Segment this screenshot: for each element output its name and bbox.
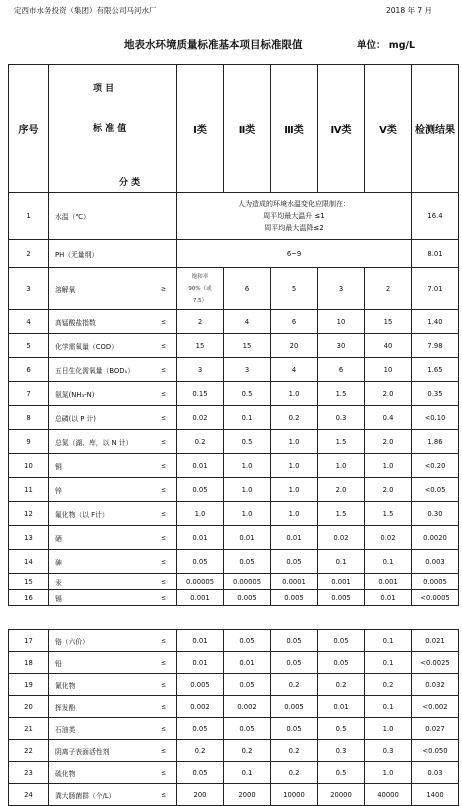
table-row — [9, 526, 459, 550]
class-3-limit: 0.005 — [271, 696, 318, 718]
class-2-limit: 0.01 — [224, 652, 271, 674]
parameter-name — [49, 762, 177, 784]
parameter-name — [49, 590, 177, 606]
class-4-limit: 0.05 — [318, 652, 365, 674]
class-5-limit: 0.1 — [365, 652, 412, 674]
test-result: 1.65 — [412, 358, 459, 382]
class-4-limit: 1.5 — [318, 430, 365, 454]
class-1-limit: 0.002 — [177, 696, 224, 718]
limit-note-line: 人为造成的环境水温变化应限制在： — [238, 200, 350, 208]
test-result: 0.03 — [412, 762, 459, 784]
row-number: 23 — [9, 762, 49, 784]
class-2-limit: 0.1 — [224, 406, 271, 430]
class-2-limit: 1.0 — [224, 454, 271, 478]
row-number: 8 — [9, 406, 49, 430]
parameter-name — [49, 478, 177, 502]
class-5-limit: 0.2 — [365, 674, 412, 696]
test-result: <0.0025 — [412, 652, 459, 674]
class-3-limit: 1.0 — [271, 430, 318, 454]
row-number: 1 — [9, 193, 49, 240]
standards-table-part2 — [8, 629, 459, 806]
parameter-label: 铅 — [55, 659, 62, 668]
class-4-limit: 0.3 — [318, 406, 365, 430]
class-1-limit: 0.00005 — [177, 574, 224, 590]
test-result: 16.4 — [412, 193, 459, 240]
parameter-label: 汞 — [55, 578, 62, 587]
comparison-symbol: ≤ — [160, 637, 166, 644]
class-3-limit: 0.2 — [271, 762, 318, 784]
class-5-limit: 2.0 — [365, 478, 412, 502]
comparison-symbol: ≤ — [160, 558, 166, 565]
class-3-limit: 0.005 — [271, 590, 318, 606]
parameter-label: 水温（℃） — [55, 213, 90, 221]
class-5-limit: 0.1 — [365, 550, 412, 574]
row-number: 14 — [9, 550, 49, 574]
table-row — [9, 784, 459, 806]
class-1-limit: 0.01 — [177, 526, 224, 550]
class-1-limit: 3 — [177, 358, 224, 382]
header-class-4: Ⅳ类 — [318, 65, 365, 193]
header-item-label: 项 目 — [93, 84, 115, 94]
class-3-limit: 5 — [271, 268, 318, 310]
row-number: 3 — [9, 268, 49, 310]
test-result: 1.40 — [412, 310, 459, 334]
test-result: 8.01 — [412, 240, 459, 268]
class-1-limit: 0.005 — [177, 674, 224, 696]
parameter-label: 化学需氧量（COD） — [55, 342, 118, 351]
test-result: 0.35 — [412, 382, 459, 406]
parameter-label: 石油类 — [55, 725, 76, 734]
row-number: 20 — [9, 696, 49, 718]
limit-note-line: 周平均最大温升 ≤1 — [263, 212, 325, 220]
limit-line: 7.5） — [192, 297, 208, 304]
test-result: 0.0005 — [412, 574, 459, 590]
class-1-limit: 0.05 — [177, 762, 224, 784]
class-5-limit: 1.0 — [365, 762, 412, 784]
row-number: 21 — [9, 718, 49, 740]
comparison-symbol: ≤ — [160, 414, 166, 421]
class-3-limit: 0.01 — [271, 526, 318, 550]
class-3-limit: 0.2 — [271, 740, 318, 762]
class-4-limit: 1.5 — [318, 502, 365, 526]
table-row — [9, 502, 459, 526]
parameter-name — [49, 358, 177, 382]
limit-line: 90%（或 — [188, 285, 212, 292]
class-3-limit: 0.05 — [271, 652, 318, 674]
class-2-limit: 15 — [224, 334, 271, 358]
table-row — [9, 630, 459, 652]
limit-line: 饱和率 — [191, 273, 209, 280]
class-3-limit: 0.05 — [271, 550, 318, 574]
class-3-limit: 1.0 — [271, 454, 318, 478]
class-2-limit: 0.05 — [224, 550, 271, 574]
class-5-limit: 0.01 — [365, 590, 412, 606]
comparison-symbol: ≤ — [160, 534, 166, 541]
row-number: 12 — [9, 502, 49, 526]
row-number: 22 — [9, 740, 49, 762]
report-date: 2018 年 7 月 — [386, 6, 433, 15]
test-result: 0.032 — [412, 674, 459, 696]
class-5-limit: 2.0 — [365, 382, 412, 406]
parameter-name — [49, 310, 177, 334]
test-result: 0.30 — [412, 502, 459, 526]
class-2-limit: 2000 — [224, 784, 271, 806]
parameter-label: 硫化物 — [55, 769, 76, 778]
class-3-limit: 10000 — [271, 784, 318, 806]
class-1-limit: 200 — [177, 784, 224, 806]
parameter-name — [49, 334, 177, 358]
class-2-limit: 0.1 — [224, 762, 271, 784]
parameter-label: PH（无量纲） — [55, 250, 99, 259]
class-1-limit: 0.2 — [177, 430, 224, 454]
parameter-name — [49, 718, 177, 740]
table-row — [9, 334, 459, 358]
parameter-name — [49, 268, 177, 310]
comparison-symbol: ≤ — [160, 318, 166, 325]
comparison-symbol: ≤ — [160, 659, 166, 666]
table-row — [9, 762, 459, 784]
class-2-limit: 0.05 — [224, 718, 271, 740]
row-number: 13 — [9, 526, 49, 550]
class-3-limit: 0.2 — [271, 674, 318, 696]
class-5-limit: 2 — [365, 268, 412, 310]
header-class-3: Ⅲ类 — [271, 65, 318, 193]
row-number: 2 — [9, 240, 49, 268]
row-number: 9 — [9, 430, 49, 454]
comparison-symbol: ≥ — [160, 285, 166, 292]
class-4-limit: 1.0 — [318, 454, 365, 478]
class-2-limit: 6 — [224, 268, 271, 310]
table-row — [9, 590, 459, 606]
class-2-limit: 0.002 — [224, 696, 271, 718]
class-1-limit: 0.01 — [177, 630, 224, 652]
class-2-limit: 0.5 — [224, 430, 271, 454]
class-2-limit: 1.0 — [224, 502, 271, 526]
table-row — [9, 478, 459, 502]
row-number: 5 — [9, 334, 49, 358]
class-5-limit: 40000 — [365, 784, 412, 806]
class-2-limit: 0.01 — [224, 526, 271, 550]
test-result: 7.98 — [412, 334, 459, 358]
class-4-limit: 0.2 — [318, 674, 365, 696]
class-3-limit: 1.0 — [271, 478, 318, 502]
parameter-label: 铜 — [55, 462, 62, 471]
comparison-symbol: ≤ — [160, 438, 166, 445]
limit-note-line: 周平均最大温降≤2 — [264, 224, 324, 232]
table-row — [9, 718, 459, 740]
class-4-limit: 0.5 — [318, 762, 365, 784]
parameter-name — [49, 550, 177, 574]
parameter-name — [49, 430, 177, 454]
comparison-symbol: ≤ — [160, 725, 166, 732]
comparison-symbol: ≤ — [160, 747, 166, 754]
class-5-limit: 2.0 — [365, 430, 412, 454]
class-5-limit: 0.4 — [365, 406, 412, 430]
class-4-limit: 0.001 — [318, 574, 365, 590]
parameter-label: 阴离子表面活性剂 — [55, 747, 110, 756]
parameter-label: 镉 — [55, 594, 62, 603]
org-name: 定西市水务投资（集团）有限公司马河水厂 — [14, 6, 157, 15]
comparison-symbol: ≤ — [160, 342, 166, 349]
test-result: 1400 — [412, 784, 459, 806]
test-result: <0.050 — [412, 740, 459, 762]
comparison-symbol: ≤ — [160, 486, 166, 493]
test-result: 7.01 — [412, 268, 459, 310]
limit-note-cell — [177, 193, 412, 240]
row-number: 15 — [9, 574, 49, 590]
class-4-limit: 0.01 — [318, 696, 365, 718]
parameter-name — [49, 784, 177, 806]
test-result: <0.002 — [412, 696, 459, 718]
table-row — [9, 454, 459, 478]
class-4-limit: 20000 — [318, 784, 365, 806]
class-4-limit: 0.05 — [318, 630, 365, 652]
test-result: 0.003 — [412, 550, 459, 574]
header-category-label: 分 类 — [119, 178, 141, 188]
parameter-label: 锌 — [55, 486, 62, 495]
limit-range-cell: 6~9 — [177, 240, 412, 268]
parameter-name — [49, 630, 177, 652]
comparison-symbol: ≤ — [160, 703, 166, 710]
parameter-name — [49, 193, 177, 240]
row-number: 16 — [9, 590, 49, 606]
class-3-limit: 1.0 — [271, 382, 318, 406]
class-5-limit: 0.02 — [365, 526, 412, 550]
test-result: <0.0005 — [412, 590, 459, 606]
class-1-limit: 0.2 — [177, 740, 224, 762]
class-4-limit: 0.1 — [318, 550, 365, 574]
class-1-limit: 0.001 — [177, 590, 224, 606]
row-number: 24 — [9, 784, 49, 806]
standards-table-part1 — [8, 64, 459, 606]
table-header-row — [9, 65, 459, 193]
comparison-symbol: ≤ — [160, 594, 166, 601]
parameter-name — [49, 674, 177, 696]
table-row — [9, 652, 459, 674]
class-1-limit: 0.02 — [177, 406, 224, 430]
parameter-name — [49, 406, 177, 430]
class-4-limit: 2.0 — [318, 478, 365, 502]
class-5-limit: 0.001 — [365, 574, 412, 590]
class-1-limit — [177, 268, 224, 310]
class-2-limit: 0.05 — [224, 630, 271, 652]
table-row — [9, 550, 459, 574]
test-result: 0.021 — [412, 630, 459, 652]
parameter-label: 氟化物（以 F计） — [55, 510, 109, 519]
class-3-limit: 0.05 — [271, 718, 318, 740]
header-class-2: Ⅱ类 — [224, 65, 271, 193]
class-3-limit: 1.0 — [271, 502, 318, 526]
class-5-limit: 40 — [365, 334, 412, 358]
class-3-limit: 20 — [271, 334, 318, 358]
table-row — [9, 268, 459, 310]
class-4-limit: 0.3 — [318, 740, 365, 762]
parameter-label: 五日生化需氧量（BOD₅） — [55, 366, 135, 375]
row-number: 17 — [9, 630, 49, 652]
table-row — [9, 310, 459, 334]
class-5-limit: 0.1 — [365, 696, 412, 718]
table-row — [9, 240, 459, 268]
class-3-limit: 4 — [271, 358, 318, 382]
parameter-name — [49, 382, 177, 406]
parameter-name — [49, 740, 177, 762]
class-2-limit: 0.2 — [224, 740, 271, 762]
comparison-symbol: ≤ — [160, 769, 166, 776]
parameter-label: 氰化物 — [55, 681, 76, 690]
test-result: <0.05 — [412, 478, 459, 502]
parameter-name — [49, 454, 177, 478]
test-result: 0.027 — [412, 718, 459, 740]
parameter-label: 砷 — [55, 558, 62, 567]
header-class-1: Ⅰ类 — [177, 65, 224, 193]
parameter-label: 铬（六价） — [55, 637, 89, 646]
test-result: 1.86 — [412, 430, 459, 454]
class-5-limit: 10 — [365, 358, 412, 382]
class-4-limit: 3 — [318, 268, 365, 310]
class-2-limit: 4 — [224, 310, 271, 334]
parameter-label: 粪大肠菌群（个/L） — [55, 791, 116, 800]
table-row — [9, 358, 459, 382]
table-row — [9, 696, 459, 718]
parameter-label: 挥发酚 — [55, 703, 76, 712]
parameter-name — [49, 526, 177, 550]
class-1-limit: 2 — [177, 310, 224, 334]
row-number: 11 — [9, 478, 49, 502]
comparison-symbol: ≤ — [160, 510, 166, 517]
parameter-name — [49, 652, 177, 674]
comparison-symbol: ≤ — [160, 791, 166, 798]
parameter-label: 氨氮(NH₃-N) — [55, 390, 95, 399]
row-number: 10 — [9, 454, 49, 478]
comparison-symbol: ≤ — [160, 681, 166, 688]
test-result: <0.10 — [412, 406, 459, 430]
class-5-limit: 0.3 — [365, 740, 412, 762]
comparison-symbol: ≤ — [160, 390, 166, 397]
table-row — [9, 406, 459, 430]
class-4-limit: 0.02 — [318, 526, 365, 550]
comparison-symbol: ≤ — [160, 578, 166, 585]
class-1-limit: 0.01 — [177, 454, 224, 478]
class-3-limit: 0.05 — [271, 630, 318, 652]
test-result: <0.20 — [412, 454, 459, 478]
test-result: 0.0020 — [412, 526, 459, 550]
header-result: 检测结果 — [412, 65, 459, 193]
class-2-limit: 1.0 — [224, 478, 271, 502]
row-number: 19 — [9, 674, 49, 696]
class-1-limit: 0.05 — [177, 550, 224, 574]
page-title: 地表水环境质量标准基本项目标准限值 — [124, 39, 303, 51]
class-2-limit: 0.005 — [224, 590, 271, 606]
class-1-limit: 0.05 — [177, 718, 224, 740]
class-2-limit: 0.05 — [224, 674, 271, 696]
table-row — [9, 193, 459, 240]
row-number: 4 — [9, 310, 49, 334]
header-item — [49, 65, 177, 193]
parameter-name — [49, 502, 177, 526]
comparison-symbol: ≤ — [160, 366, 166, 373]
table-row — [9, 430, 459, 454]
class-3-limit: 6 — [271, 310, 318, 334]
parameter-label: 总磷(以 P 计) — [55, 414, 96, 423]
table-row — [9, 674, 459, 696]
parameter-label: 总氮（湖、库，以 N 计） — [55, 438, 133, 447]
class-2-limit: 0.00005 — [224, 574, 271, 590]
class-1-limit: 15 — [177, 334, 224, 358]
class-5-limit: 1.0 — [365, 718, 412, 740]
header-standard-label: 标 准 值 — [93, 124, 127, 134]
class-4-limit: 0.005 — [318, 590, 365, 606]
row-number: 18 — [9, 652, 49, 674]
parameter-label: 高锰酸盐指数 — [55, 318, 96, 327]
parameter-name — [49, 696, 177, 718]
row-number: 6 — [9, 358, 49, 382]
row-number: 7 — [9, 382, 49, 406]
class-5-limit: 0.1 — [365, 630, 412, 652]
class-5-limit: 15 — [365, 310, 412, 334]
class-4-limit: 6 — [318, 358, 365, 382]
class-1-limit: 1.0 — [177, 502, 224, 526]
table-row — [9, 382, 459, 406]
parameter-name — [49, 240, 177, 268]
table-row — [9, 740, 459, 762]
class-1-limit: 0.05 — [177, 478, 224, 502]
comparison-symbol: ≤ — [160, 462, 166, 469]
class-1-limit: 0.01 — [177, 652, 224, 674]
class-4-limit: 0.5 — [318, 718, 365, 740]
class-2-limit: 3 — [224, 358, 271, 382]
parameter-label: 溶解氧 — [55, 285, 76, 294]
class-5-limit: 1.5 — [365, 502, 412, 526]
parameter-name — [49, 574, 177, 590]
class-4-limit: 30 — [318, 334, 365, 358]
table-row — [9, 574, 459, 590]
parameter-label: 硒 — [55, 534, 62, 543]
class-3-limit: 0.2 — [271, 406, 318, 430]
class-3-limit: 0.0001 — [271, 574, 318, 590]
class-5-limit: 1.0 — [365, 454, 412, 478]
class-2-limit: 0.5 — [224, 382, 271, 406]
header-class-5: Ⅴ类 — [365, 65, 412, 193]
header-seq: 序号 — [9, 65, 49, 193]
class-4-limit: 10 — [318, 310, 365, 334]
class-4-limit: 1.5 — [318, 382, 365, 406]
unit-label: 单位： mg/L — [357, 40, 416, 51]
class-1-limit: 0.15 — [177, 382, 224, 406]
